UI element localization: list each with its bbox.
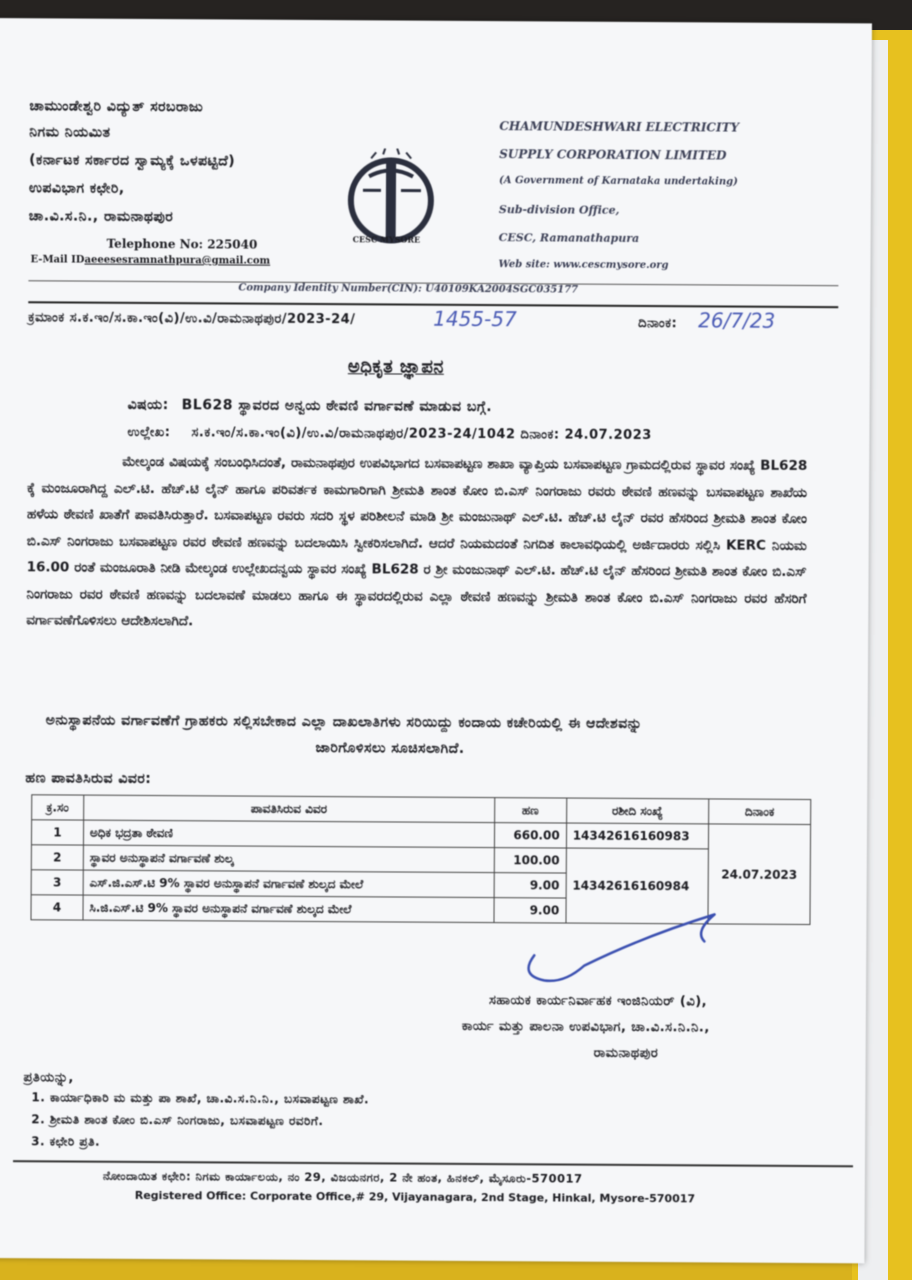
handwritten-number: 1455-57: [433, 306, 517, 332]
order-line-2: ಜಾರಿಗೊಳಿಸಲು ಸೂಚಿಸಲಾಗಿದೆ.: [315, 740, 465, 757]
order-line-1: ಅನುಸ್ಥಾಪನೆಯ ವರ್ಗಾವಣೆಗೆ ಗ್ರಾಹಕರು ಸಲ್ಲಿಸಬೇಕಾದ ಎಲ್ಲಾ ದಾಖಲಾತಿಗಳು ಸರಿಯಿದ್ದು ಕಂದಾಯ ಕಚೇರಿಯಲ್ಲಿ ಈ ಆದೇಶವನ್ನು: [45, 712, 643, 732]
row-description: ಅಧಿಕ ಭದ್ರತಾ ಠೇವಣಿ: [83, 820, 494, 848]
email-label: E-Mail ID: [30, 254, 85, 266]
header-left-line2: ನಿಗಮ ನಿಯಮಿತ: [29, 124, 111, 141]
row-description: ಸ್ಥಾವರ ಅನುಸ್ಥಾಪನೆ ವರ್ಗಾವಣೆ ಶುಲ್ಕ: [83, 845, 494, 873]
company-cin: Company Identity Number(CIN): U40109KA2004SGC035177: [238, 282, 579, 296]
header-description: ಪಾವತಿಸಿರುವ ವಿವರ: [83, 795, 494, 823]
header-receipt: ರಶೀದಿ ಸಂಖ್ಯೆ: [566, 798, 708, 824]
cesc-logo: [341, 148, 442, 249]
footer-divider: [13, 1160, 853, 1167]
header-sl-no: ಕ್ರ.ಸಂ: [32, 795, 84, 820]
row-amount: 9.00: [494, 898, 566, 923]
logo-caption: CESC MYSORE: [352, 234, 421, 245]
row-sl-no: 2: [31, 845, 83, 870]
header-left-line5: ಚಾ.ವಿ.ಸ.ನಿ., ರಾಮನಾಥಪುರ: [28, 208, 174, 226]
letter-sheet: [0, 18, 872, 1263]
copy-to-item-2: 2. ಶ್ರೀಮತಿ ಶಾಂತ ಕೋಂ ಬಿ.ಎಸ್ ನಿಂಗರಾಜು, ಬಸವಾಪಟ್ಟಣ ರವರಿಗೆ.: [31, 1112, 324, 1129]
reference-label: ಉಲ್ಲೇಖ:: [127, 424, 171, 441]
row-receipt: 14342616160983: [566, 823, 708, 849]
row-amount: 100.00: [494, 848, 566, 873]
header-right-line1: CHAMUNDESHWARI ELECTRICITY: [499, 119, 740, 135]
row-sl-no: 1: [31, 820, 83, 845]
telephone-number: Telephone No: 225040: [106, 236, 258, 252]
email-address: aeeesesramnathpura@gmail.com: [84, 254, 271, 267]
header-right-line3: (A Government of Karnataka undertaking): [498, 175, 738, 188]
header-right-line5: CESC, Ramanathapura: [498, 231, 640, 245]
footer-english: Registered Office: Corporate Office,# 29, Vijayanagara, 2nd Stage, Hinkal, Mysore-570017: [134, 1188, 696, 1206]
header-amount: ಹಣ: [494, 798, 566, 823]
signatory-place: ರಾಮನಾಥಪುರ: [593, 1045, 659, 1062]
row-receipt: 14342616160984: [566, 848, 709, 924]
handwritten-date: 26/7/23: [698, 308, 776, 333]
date-label: ದಿನಾಂಕ:: [638, 315, 678, 332]
signatory-office: ಕಾರ್ಯ ಮತ್ತು ಪಾಲನಾ ಉಪವಿಭಾಗ, ಚಾ.ವಿ.ಸ.ನಿ.ನಿ.,: [461, 1018, 710, 1036]
copy-to-item-3: 3. ಕಛೇರಿ ಪ್ರತಿ.: [31, 1134, 101, 1149]
header-right-line2: SUPPLY CORPORATION LIMITED: [499, 147, 727, 163]
row-description: ಎಸ್.ಜಿ.ಎಸ್.ಟಿ 9% ಸ್ಥಾವರ ಅನುಸ್ಥಾಪನೆ ವರ್ಗಾವಣೆ ಶುಲ್ಕದ ಮೇಲೆ: [83, 870, 494, 898]
table-title: ಹಣ ಪಾವತಿಸಿರುವ ವಿವರ:: [25, 770, 152, 787]
body-paragraph: ಮೇಲ್ಕಂಡ ವಿಷಯಕ್ಕೆ ಸಂಬಂಧಿಸಿದಂತೆ, ರಾಮನಾಥಪುರ ಉಪವಿಭಾಗದ ಬಸವಾಪಟ್ಟಣ ಶಾಖಾ ವ್ಯಾಪ್ತಿಯ ಬಸವಾಪಟ್ಟಣ ಗ್ರಾಮದಲ್ಲಿರುವ ಸ್ಥಾವರ ಸಂಖ್ಯೆ BL628 ಕ್ಕೆ ಮಂಜೂರಾಗಿದ್ದ ಎಲ್.ಟಿ. ಹೆಚ್.ಟಿ ಲೈನ್ ಹಾಗೂ ಪರಿವರ್ತಕ ಕಾಮಗಾರಿಗಾಗಿ ಶ್ರೀಮತಿ ಶಾಂತ ಕೋಂ ಬಿ.ಎಸ್ ನಿಂಗರಾಜು ರವರು ಠೇವಣಿ ಹಣವನ್ನು ಬಸವಾಪಟ್ಟಣ ಶಾಖೆಯ ಹಳೆಯ ಠೇವಣಿ ಖಾತೆಗೆ ಪಾವತಿಸಿರುತ್ತಾರೆ. ಬಸವಾಪಟ್ಟಣ ರವರು ಸದರಿ ಸ್ಥಳ ಪರಿಶೀಲನೆ ಮಾಡಿ ಶ್ರೀ ಮಂಜುನಾಥ್ ಎಲ್.ಟಿ. ಹೆಚ್.ಟಿ ಲೈನ್ ರವರ ಹೆಸರಿಂದ ಶ್ರೀಮತಿ ಶಾಂತ ಕೋಂ ಬಿ.ಎಸ್ ನಿಂಗರಾಜು ಬಸವಾಪಟ್ಟಣ ರವರ ಠೇವಣಿ ಹಣವನ್ನು ಬದಲಾಯಿಸಿ ಸ್ವೀಕರಿಸಲಾಗಿದೆ. ಆದರೆ ನಿಯಮದಂತೆ ನಿಗದಿತ ಕಾಲಾವಧಿಯಲ್ಲಿ ಅರ್ಜಿದಾರರು ಸಲ್ಲಿಸಿ KERC ನಿಯಮ 16.00 ರಂತೆ ಮಂಜೂರಾತಿ ನೀಡಿ ಮೇಲ್ಕಂಡ ಉಲ್ಲೇಖದನ್ವಯ ಸ್ಥಾವರ ಸಂಖ್ಯೆ BL628 ರ ಶ್ರೀ ಮಂಜುನಾಥ್ ಎಲ್.ಟಿ. ಹೆಚ್.ಟಿ ಲೈನ್ ಹೆಸರಿಂದ ಶ್ರೀಮತಿ ಶಾಂತ ಕೋಂ ಬಿ.ಎಸ್ ನಿಂಗರಾಜು ರವರ ಠೇವಣಿ ಹಣವನ್ನು ಬದಲಾವಣೆ ಮಾಡಲು ಹಾಗೂ ಈ ಸ್ಥಾವರದಲ್ಲಿರುವ ಎಲ್ಲಾ ಠೇವಣಿ ಹಣವನ್ನು ಶ್ರೀಮತಿ ಶಾಂತ ಕೋಂ ಬಿ.ಎಸ್ ನಿಂಗರಾಜು ರವರ ಹೆಸರಿಗೆ ವರ್ಗಾವಣೆಗೊಳಿಸಲು ಆದೇಶಿಸಲಾಗಿದೆ.: [26, 453, 808, 630]
footer-kannada: ನೋಂದಾಯಿತ ಕಛೇರಿ: ನಿಗಮ ಕಾರ್ಯಾಲಯ, ನಂ 29, ವಿಜಯನಗರ, 2 ನೇ ಹಂತ, ಹಿನಕಲ್, ಮೈಸೂರು-570017: [102, 1168, 583, 1186]
memo-title: ಅಧಿಕೃತ ಜ್ಞಾಪನ: [347, 356, 444, 378]
row-sl-no: 3: [31, 870, 83, 895]
row-date: 24.07.2023: [708, 824, 811, 925]
reference-number: ಕ್ರಮಾಂಕ ಸ.ಕ.ಇಂ/ಸ.ಕಾ.ಇಂ(ವಿ)/ಉ.ವಿ/ರಾಮನಾಥಪುರ/2023-24/: [28, 310, 356, 328]
subject-text: BL628 ಸ್ಥಾವರದ ಅನ್ವಯ ಠೇವಣಿ ವರ್ಗಾವಣೆ ಮಾಡುವ ಬಗ್ಗೆ.: [181, 397, 493, 416]
header-left-line1: ಚಾಮುಂಡೇಶ್ವರಿ ವಿದ್ಯುತ್ ಸರಬರಾಜು: [29, 98, 204, 116]
signatory-title: ಸಹಾಯಕ ಕಾರ್ಯನಿರ್ವಾಹಕ ಇಂಜಿನಿಯರ್ (ವಿ),: [488, 993, 708, 1010]
header-left-line4: ಉಪವಿಭಾಗ ಕಛೇರಿ,: [28, 180, 125, 197]
row-sl-no: 4: [31, 895, 83, 920]
subject-label: ವಿಷಯ:: [127, 396, 169, 414]
header-date: ದಿನಾಂಕ: [708, 799, 810, 825]
header-left-line3: (ಕರ್ನಾಟಕ ಸರ್ಕಾರದ ಸ್ವಾಮ್ಯಕ್ಕೆ ಒಳಪಟ್ಟಿದೆ): [29, 152, 236, 170]
header-right-line4: Sub-division Office,: [498, 203, 620, 217]
row-amount: 660.00: [494, 823, 566, 848]
copy-to-item-1: 1. ಕಾರ್ಯಾಧಿಕಾರಿ ಮ ಮತ್ತು ಪಾ ಶಾಖೆ, ಚಾ.ವಿ.ಸ.ನಿ.ನಿ., ಬಸವಾಪಟ್ಟಣ ಶಾಖೆ.: [31, 1090, 370, 1107]
row-description: ಸಿ.ಜಿ.ಎಸ್.ಟಿ 9% ಸ್ಥಾವರ ಅನುಸ್ಥಾಪನೆ ವರ್ಗಾವಣೆ ಶುಲ್ಕದ ಮೇಲೆ: [83, 895, 494, 923]
row-amount: 9.00: [494, 873, 566, 898]
website: Web site: www.cescmysore.org: [498, 259, 669, 272]
signature-scribble: [504, 905, 745, 996]
copy-to-label: ಪ್ರತಿಯನ್ನು,: [23, 1070, 74, 1086]
reference-text: ಸ.ಕ.ಇಂ/ಸ.ಕಾ.ಇಂ(ವಿ)/ಉ.ವಿ/ರಾಮನಾಥಪುರ/2023-24/1042 ದಿನಾಂಕ: 24.07.2023: [191, 425, 652, 444]
